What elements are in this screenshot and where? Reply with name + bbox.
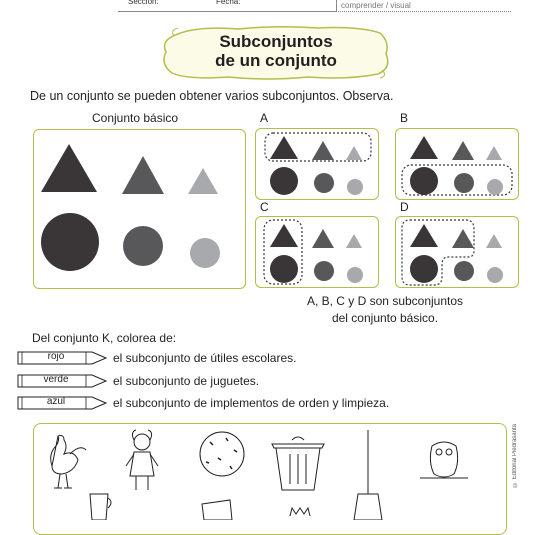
book-drawing [202,500,232,520]
skills-text: comprender / visual [341,1,411,10]
title-banner [158,24,394,80]
medium-circle [123,226,163,266]
small-circle [487,179,503,195]
crayon-green-label: verde [43,374,69,385]
crayon-red-text: el subconjunto de útiles escolares. [113,351,297,365]
subset-a-label: A [260,111,269,125]
intro-text: De un conjunto se pueden obtener varios subconjuntos. Observa. [30,89,394,103]
trash-can-drawing [272,437,324,490]
subset-c-box [255,216,379,288]
subset-c-shapes [256,217,378,287]
medium-triangle [312,229,334,248]
small-circle [347,267,363,283]
subset-d-shapes [396,217,518,287]
medium-triangle [452,141,474,160]
large-circle [41,213,99,271]
basic-set-shapes [34,130,245,288]
header-line [118,11,336,12]
small-circle [347,179,363,195]
crayon-row-blue [14,395,464,411]
small-circle [487,267,503,283]
caption-line-1: A, B, C y D son subconjuntos [306,294,464,308]
medium-circle [314,173,334,193]
crayon-green-text: el subconjunto de juguetes. [113,374,260,388]
crayon-blue-text: el subconjunto de implementos de orden y limpieza. [113,396,390,410]
basic-set-label: Conjunto básico [92,111,179,125]
small-triangle [486,146,502,160]
section-label: Sección: [128,0,159,6]
set-k-box [33,423,507,535]
crayon-row-green [14,373,464,389]
large-triangle [270,136,298,159]
large-triangle [410,224,438,247]
subset-b-shapes [396,129,518,199]
subset-a-shapes [256,129,378,199]
small-triangle [346,234,362,248]
subset-b-box [395,128,519,200]
crayon-row-red [14,350,464,366]
medium-circle [314,261,334,281]
small-circle [190,238,220,268]
owl-drawing [420,442,468,478]
side-credit: © Editorial Piedrasanta [512,424,518,488]
medium-triangle [312,141,334,160]
large-circle [270,255,298,283]
small-triangle [346,146,362,160]
medium-triangle [452,229,474,248]
subset-c-label: C [260,200,269,214]
large-circle [410,255,438,283]
crayon-red-label: rojo [47,351,65,362]
large-triangle [270,224,298,247]
rooster-drawing [51,436,86,489]
date-label: Fecha: [216,0,241,6]
doll-drawing [126,430,158,490]
jug-drawing [90,494,111,520]
subset-b-label: B [400,111,409,125]
large-triangle [41,144,97,192]
caption-line-2: del conjunto básico. [331,311,439,325]
large-circle [410,167,438,195]
small-triangle [486,234,502,248]
medium-triangle [122,156,164,194]
set-k-drawings [34,424,506,520]
ball-drawing [200,432,244,476]
crayon-blue-label: azul [46,396,66,407]
crown-drawing [290,508,310,516]
title-line-1: Subconjuntos [219,32,333,51]
broom-drawing [354,430,382,520]
title-line-2: de un conjunto [215,51,337,70]
basic-set-box [33,129,246,289]
medium-circle [454,261,474,281]
large-circle [270,167,298,195]
subset-d-label: D [400,200,409,214]
medium-circle [454,173,474,193]
instruction-text: Del conjunto K, colorea de: [32,331,177,345]
large-triangle [410,136,438,159]
small-triangle [188,168,218,194]
subset-d-box [395,216,519,288]
subset-a-box [255,128,379,200]
